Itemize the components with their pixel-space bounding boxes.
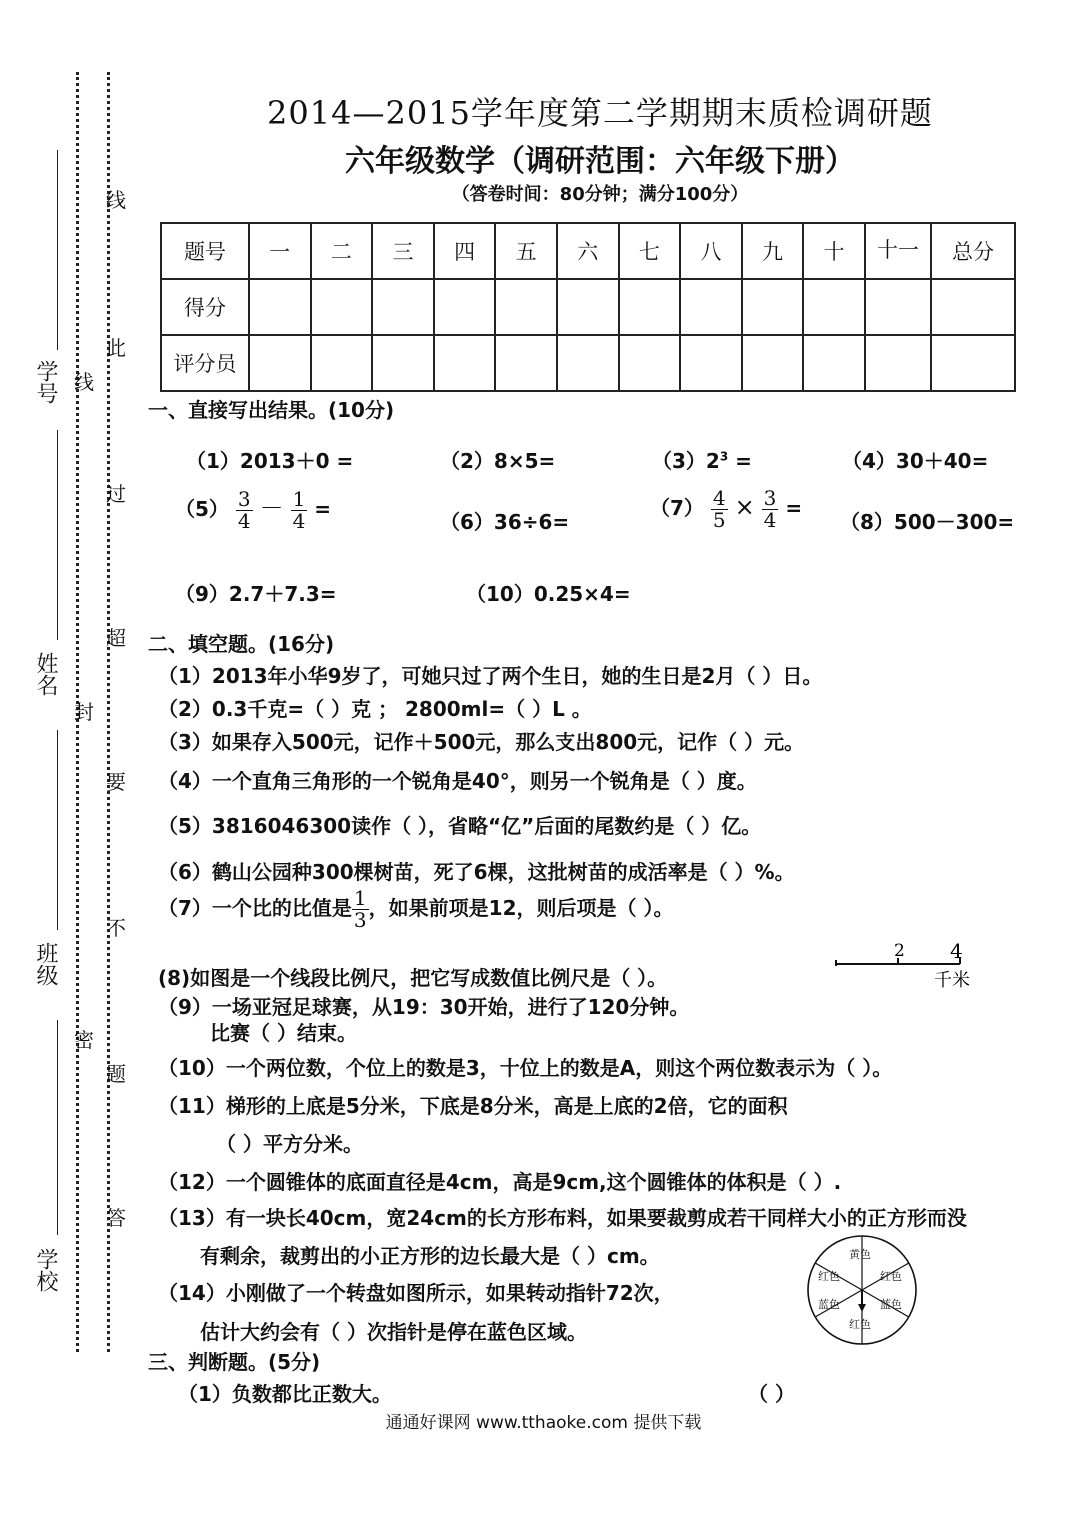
score-cell[interactable] <box>619 279 681 335</box>
score-row-grader <box>161 335 1015 391</box>
score-col-2: 二 <box>311 223 373 279</box>
seal-outer-3: 过 <box>106 482 126 506</box>
s2-q7-text-before: （7）一个比的比值是 <box>158 896 352 920</box>
grader-cell[interactable] <box>619 335 681 391</box>
s2-q4: （4）一个直角三角形的一个锐角是40°，则另一个锐角是（ ）度。 <box>158 769 757 793</box>
s1-q5-b-denominator: 4 <box>292 509 306 533</box>
score-row-label-points: 得分 <box>161 279 249 335</box>
score-col-6: 六 <box>557 223 619 279</box>
score-row-points <box>161 279 1015 335</box>
score-col-1: 一 <box>249 223 311 279</box>
seal-inner-2: 封 <box>74 700 94 724</box>
spinner-label-blue-right: 蓝色 <box>880 1298 902 1311</box>
score-cell[interactable] <box>311 279 373 335</box>
s1-q7-a-numerator: 4 <box>712 486 726 510</box>
s1-q10: （10）0.25×4= <box>466 582 631 606</box>
seal-inner-1: 线 <box>74 370 94 394</box>
field-label-student-id: 学号 <box>33 360 58 404</box>
spinner-label-red-bottom: 红色 <box>849 1318 871 1331</box>
page-footer: 通通好课网 www.tthaoke.com 提供下载 <box>385 1413 702 1433</box>
s2-q5: （5）3816046300读作（ ），省略“亿”后面的尾数约是（ ）亿。 <box>158 814 762 838</box>
scale-bar-figure <box>832 940 982 990</box>
field-line-class <box>57 730 58 930</box>
exam-title: 2014—2015学年度第二学期期末质检调研题 <box>267 94 933 132</box>
s1-q5-fraction-b <box>291 489 308 532</box>
grader-cell[interactable] <box>680 335 742 391</box>
seal-outer-8: 答 <box>106 1206 126 1230</box>
s2-q7-text-after: ，如果前项是12，则后项是（ ）。 <box>368 896 674 920</box>
score-cell[interactable] <box>680 279 742 335</box>
s1-q5-b-numerator: 1 <box>292 487 306 511</box>
grader-cell[interactable] <box>557 335 619 391</box>
score-cell[interactable] <box>742 279 804 335</box>
grader-cell[interactable] <box>249 335 311 391</box>
s2-q13-line1: （13）有一块长40cm，宽24cm的长方形布料，如果要裁剪成若干同样大小的正方形而没 <box>158 1206 967 1230</box>
spinner-label-blue-left: 蓝色 <box>818 1298 840 1311</box>
s2-q8: (8)如图是一个线段比例尺，把它写成数值比例尺是（ ）。 <box>158 966 668 990</box>
score-cell[interactable] <box>495 279 557 335</box>
s2-q12: （12）一个圆锥体的底面直径是4cm，高是9cm,这个圆锥体的体积是（ ）. <box>158 1170 842 1194</box>
s1-q7-operator: × <box>734 493 755 521</box>
grader-cell[interactable] <box>931 335 1015 391</box>
s1-q5 <box>175 488 331 532</box>
s1-q7 <box>650 488 802 531</box>
s2-q6: （6）鹤山公园种300棵树苗，死了6棵，这批树苗的成活率是（ ）%。 <box>158 860 795 884</box>
score-cell[interactable] <box>931 279 1015 335</box>
grader-cell[interactable] <box>495 335 557 391</box>
score-col-total: 总分 <box>931 223 1015 279</box>
field-label-school: 学校 <box>33 1248 58 1292</box>
seal-inner-3: 密 <box>74 1028 94 1052</box>
score-cell[interactable] <box>434 279 496 335</box>
s1-q3-base: （3）2 <box>652 449 720 473</box>
s1-q1: （1）2013＋0 = <box>186 449 354 473</box>
spinner-pointer-arrow-icon <box>858 1304 866 1312</box>
score-cell[interactable] <box>803 279 865 335</box>
s2-q3: （3）如果存入500元，记作＋500元，那么支出800元，记作（ ）元。 <box>158 730 805 754</box>
seal-outer-7: 题 <box>106 1062 126 1086</box>
s1-q8: （8）500－300= <box>840 510 1015 534</box>
grader-cell[interactable] <box>372 335 434 391</box>
s2-q7-numerator: 1 <box>353 886 367 910</box>
s1-q7-a-denominator: 5 <box>712 508 726 532</box>
scale-bar-unit: 千米 <box>934 970 970 990</box>
score-col-10: 十 <box>803 223 865 279</box>
s1-q4: （4）30＋40= <box>842 449 989 473</box>
s1-q7-b-numerator: 3 <box>763 486 777 510</box>
score-table-header-row <box>161 223 1015 279</box>
section1-title: 一、直接写出结果。(10分) <box>148 398 395 422</box>
field-line-student-id <box>57 150 58 350</box>
grader-cell[interactable] <box>803 335 865 391</box>
s2-q14-line2: 估计大约会有（ ）次指针是停在蓝色区域。 <box>200 1320 587 1344</box>
seal-outer-5: 要 <box>106 770 126 794</box>
s1-q3-equals: = <box>728 449 752 473</box>
section2-title: 二、填空题。(16分) <box>148 632 335 656</box>
s1-q7-fraction-b <box>762 488 779 531</box>
seal-outer-2: 此 <box>106 336 126 360</box>
spinner-label-red-left: 红色 <box>818 1270 840 1283</box>
s1-q5-a-denominator: 4 <box>237 509 251 533</box>
s2-q14-line1: （14）小刚做了一个转盘如图所示，如果转动指针72次， <box>158 1281 674 1305</box>
s3-q1-answer-bracket[interactable]: （ ） <box>748 1382 795 1406</box>
score-cell[interactable] <box>372 279 434 335</box>
s1-q3 <box>652 445 752 474</box>
field-label-name: 姓名 <box>33 652 58 696</box>
s2-q7-fraction <box>352 888 369 931</box>
s1-q7-equals: = <box>785 496 803 520</box>
section3-title: 三、判断题。(5分) <box>148 1350 321 1374</box>
exam-time-note: （答卷时间：80分钟；满分100分） <box>451 184 749 205</box>
scale-bar-label-4: 4 <box>950 940 963 963</box>
field-line-school <box>57 1020 58 1235</box>
s1-q5-label: （5） <box>175 497 229 521</box>
score-col-3: 三 <box>372 223 434 279</box>
score-col-8: 八 <box>680 223 742 279</box>
s1-q7-label: （7） <box>650 496 704 520</box>
score-cell[interactable] <box>865 279 931 335</box>
s2-q9-line1: （9）一场亚冠足球赛，从19：30开始，进行了120分钟。 <box>158 995 690 1019</box>
score-col-4: 四 <box>434 223 496 279</box>
field-label-class: 班级 <box>33 942 58 986</box>
exam-subtitle: 六年级数学（调研范围：六年级下册） <box>345 144 855 179</box>
s1-q6: （6）36÷6= <box>440 510 570 534</box>
score-cell[interactable] <box>249 279 311 335</box>
s1-q7-fraction-a <box>711 488 728 531</box>
s1-q2: （2）8×5= <box>440 449 556 473</box>
spinner-label-yellow: 黄色 <box>849 1248 871 1261</box>
score-col-7: 七 <box>619 223 681 279</box>
field-line-name <box>57 430 58 640</box>
score-col-5: 五 <box>495 223 557 279</box>
s1-q7-b-denominator: 4 <box>763 508 777 532</box>
spinner-figure <box>804 1232 920 1348</box>
s2-q2: （2）0.3千克=（ ）克 ； 2800ml=（ ）L 。 <box>158 697 592 721</box>
s1-q5-a-numerator: 3 <box>237 487 251 511</box>
s2-q11-line1: （11）梯形的上底是5分米，下底是8分米，高是上底的2倍，它的面积 <box>158 1094 788 1118</box>
grader-cell[interactable] <box>742 335 804 391</box>
grader-cell[interactable] <box>311 335 373 391</box>
seal-outer-6: 不 <box>106 916 126 940</box>
seal-outer-1: 线 <box>106 188 126 212</box>
seal-outer-4: 超 <box>106 626 126 650</box>
score-col-9: 九 <box>742 223 804 279</box>
s1-q5-operator: － <box>259 494 284 522</box>
s1-q5-equals: = <box>314 497 332 521</box>
score-col-11: 十一 <box>865 223 931 279</box>
s1-q9: （9）2.7＋7.3= <box>175 582 337 606</box>
binding-dotted-line-inner <box>107 72 110 1352</box>
score-cell[interactable] <box>557 279 619 335</box>
scale-bar-label-2: 2 <box>894 941 905 961</box>
s1-q3-exponent: 3 <box>719 449 729 464</box>
s2-q11-line2: （ ）平方分米。 <box>216 1132 363 1156</box>
s1-q5-fraction-a <box>236 489 253 532</box>
s2-q13-line2: 有剩余，裁剪出的小正方形的边长最大是（ ）cm。 <box>200 1244 660 1268</box>
grader-cell[interactable] <box>434 335 496 391</box>
s3-q1: （1）负数都比正数大。 <box>178 1382 392 1406</box>
grader-cell[interactable] <box>865 335 931 391</box>
s2-q7 <box>158 888 673 931</box>
s2-q1: （1）2013年小华9岁了，可她只过了两个生日，她的生日是2月（ ）日。 <box>158 664 823 688</box>
score-table <box>160 222 1016 392</box>
s2-q10: （10）一个两位数，个位上的数是3，十位上的数是A，则这个两位数表示为（ ）。 <box>158 1056 893 1080</box>
s2-q7-denominator: 3 <box>353 908 367 932</box>
s2-q9-line2: 比赛（ ）结束。 <box>210 1021 357 1045</box>
spinner-label-red-right: 红色 <box>880 1270 902 1283</box>
score-table-header-label: 题号 <box>161 223 249 279</box>
score-row-label-grader: 评分员 <box>161 335 249 391</box>
